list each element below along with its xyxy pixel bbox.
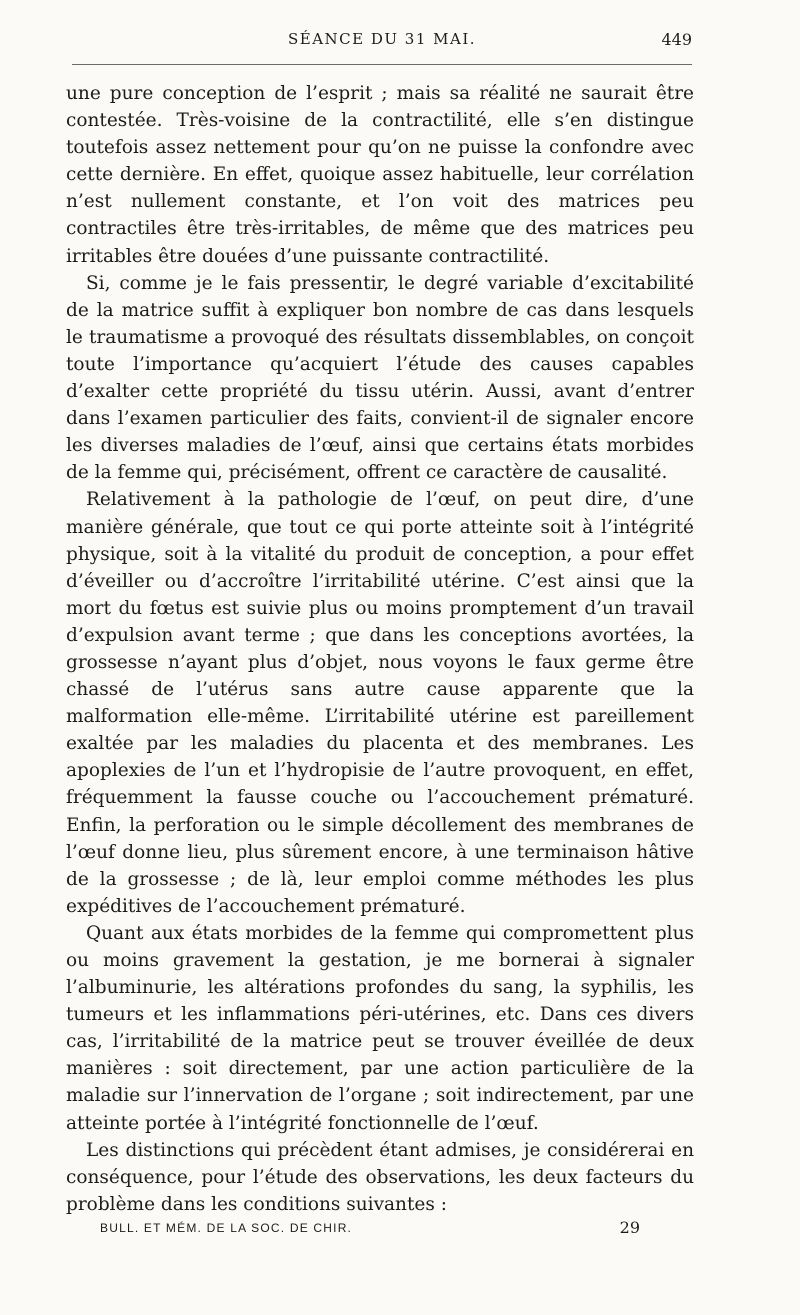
footer-journal-title: BULL. ET MÉM. DE LA SOC. DE CHIR. <box>100 1221 353 1235</box>
page-footer <box>100 1218 640 1242</box>
paragraph-maternal-conditions: Quant aux états morbides de la femme qui compromettent plus ou moins gravement la gestation, je me bornerai à signaler l’albuminurie, les altérations profondes du sang, la syphilis, les tumeurs et les inflammations péri-utérines, etc. Dans ces divers cas, l’irritabilité de la matrice peut se trouver éveillée de deux manières : soit directement, par une action particulière de la maladie sur l’innervation de l’organe ; soit indirectement, par une atteinte portée à l’intégrité fonctionnelle de l’œuf. <box>66 922 694 1134</box>
page-number: 449 <box>661 30 692 49</box>
page-header <box>72 28 692 54</box>
paragraph-conclusion: Les distinctions qui précèdent étant admises, je considérerai en conséquence, pour l’étude des observations, les deux facteurs du problème dans les conditions suivantes : <box>66 1139 694 1215</box>
paragraph-continued: une pure conception de l’esprit ; mais sa réalité ne saurait être contestée. Très-voisine de la contractilité, elle s’en distingue toutefois assez nettement pour qu’on ne puisse la confondre avec cette dernière. En effet, quoique assez habituelle, leur corrélation n’est nullement constante, et l’on voit des matrices peu contractiles être très-irritables, de même que des matrices peu irritables être douées d’une puissante contractilité. <box>66 83 694 267</box>
paragraph-egg-pathology: Relativement à la pathologie de l’œuf, on peut dire, d’une manière générale, que tout ce qui porte atteinte soit à l’intégrité physique, soit à la vitalité du produit de conception, a pour effet d’éveiller ou d’accroître l’irritabilité utérine. C’est ainsi que la mort du fœtus est suivie plus ou moins promptement d’un travail d’expulsion avant terme ; que dans les conceptions avortées, la grossesse n’ayant plus d’objet, nous voyons le faux germe être chassé de l’utérus sans autre cause apparente que la malformation elle-même. L’irritabilité utérine est pareillement exaltée par les maladies du placenta et des membranes. Les apoplexies de l’un et l’hydropisie de l’autre provoquent, en effet, fréquemment la fausse couche ou l’accouchement prématuré. Enfin, la perforation ou le simple décollement des membranes de l’œuf donne lieu, plus sûrement encore, à une terminaison hâtive de la grossesse ; de là, leur emploi comme méthodes les plus expéditives de l’accouchement prématuré. <box>66 489 694 917</box>
header-rule <box>72 64 692 65</box>
signature-mark: 29 <box>619 1218 640 1237</box>
running-title: SÉANCE DU 31 MAI. <box>287 30 477 48</box>
body-text <box>66 80 694 1218</box>
paragraph-excitability: Si, comme je le fais pressentir, le degré variable d’excitabilité de la matrice suffit à expliquer bon nombre de cas dans lesquels le traumatisme a provoqué des résultats dissemblables, on conçoit toute l’importance qu’acquiert l’étude des causes capables d’exalter cette propriété du tissu utérin. Aussi, avant d’entrer dans l’examen particulier des faits, convient-il de signaler encore les diverses maladies de l’œuf, ainsi que certains états morbides de la femme qui, précisément, offrent ce caractère de causalité. <box>66 272 694 484</box>
